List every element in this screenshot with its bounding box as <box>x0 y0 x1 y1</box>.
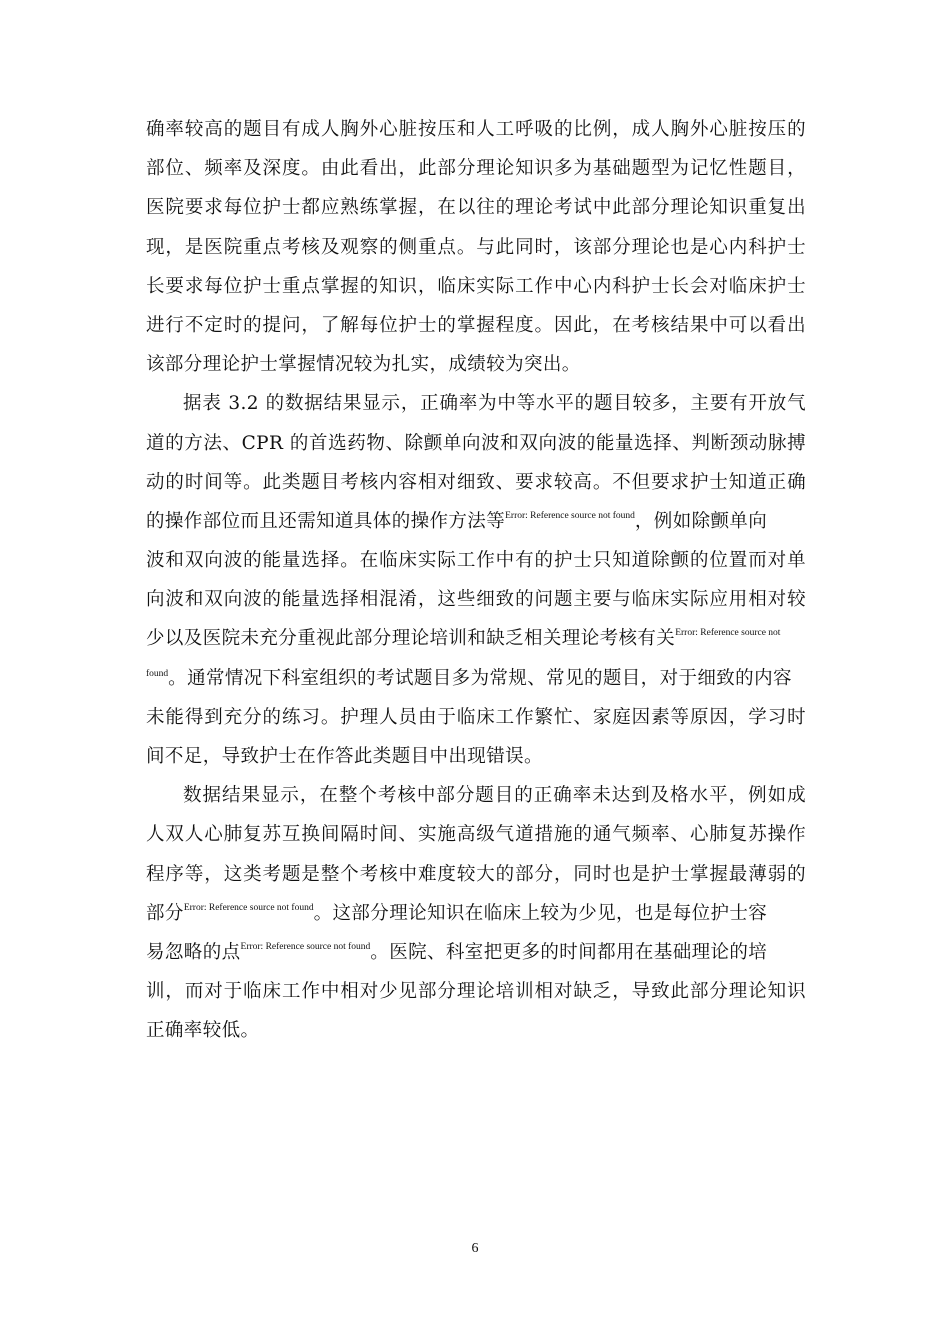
line-text: 的操作部位而且还需知道具体的操作方法等 <box>146 510 506 532</box>
text-line <box>146 894 806 933</box>
text-line: 长要求每位护士重点掌握的知识，临床实际工作中心内科护士长会对临床护士 <box>146 275 806 297</box>
reference-error-note: Error: Reference source not found <box>183 902 314 913</box>
text-line: 进行不定时的提问，了解每位护士的掌握程度。因此，在考核结果中可以看出 <box>146 314 806 336</box>
text-line: 间不足，导致护士在作答此类题目中出现错误。 <box>146 746 543 767</box>
body-text <box>146 110 806 1051</box>
reference-error-note: Error: Reference source not found <box>240 941 371 952</box>
reference-error-note: Error: Reference source not <box>675 628 781 639</box>
text-line: 医院要求每位护士都应熟练掌握，在以往的理论考试中此部分理论知识重复出 <box>146 197 806 219</box>
line-text: 。这部分理论知识在临床上较为少见，也是每位护士容 <box>313 902 768 924</box>
line-text: 。通常情况下科室组织的考试题目多为常规、常见的题目，对于细致的内容 <box>168 667 792 689</box>
text-line <box>146 502 806 541</box>
text-line: 波和双向波的能量选择。在临床实际工作中有的护士只知道除颤的位置而对单 <box>146 550 806 572</box>
reference-error-note: found <box>146 668 169 679</box>
text-line: 动的时间等。此类题目考核内容相对细致、要求较高。不但要求护士知道正确 <box>146 471 806 493</box>
text-line: 部位、频率及深度。由此看出，此部分理论知识多为基础题型为记忆性题目， <box>146 158 806 180</box>
line-text: 易忽略的点 <box>146 941 241 963</box>
text-line: 未能得到充分的练习。护理人员由于临床工作繁忙、家庭因素等原因，学习时 <box>146 706 806 728</box>
page-number: 6 <box>471 1241 479 1256</box>
text-line: 正确率较低。 <box>146 1020 260 1042</box>
text-line: 人双人心肺复苏互换间隔时间、实施高级气道措施的通气频率、心肺复苏操作 <box>146 824 806 846</box>
text-line: 该部分理论护士掌握情况较为扎实，成绩较为突出。 <box>146 354 581 376</box>
text-line <box>146 619 806 658</box>
text-line: 现，是医院重点考核及观察的侧重点。与此同时，该部分理论也是心内科护士 <box>146 236 806 258</box>
reference-error-note: Error: Reference source not found <box>505 510 635 521</box>
text-line <box>146 933 806 972</box>
text-line: 据表 3.2 的数据结果显示，正确率为中等水平的题目较多，主要有开放气 <box>183 393 806 415</box>
text-line: 程序等，这类考题是整个考核中难度较大的部分，同时也是护士掌握最薄弱的 <box>146 863 806 885</box>
text-line: 确率较高的题目有成人胸外心脏按压和人工呼吸的比例，成人胸外心脏按压的 <box>146 119 806 140</box>
text-line: 道的方法、CPR 的首选药物、除颤单向波和双向波的能量选择、判断颈动脉搏 <box>146 432 806 454</box>
line-text: 部分 <box>146 902 184 924</box>
text-line: 训，而对于临床工作中相对少见部分理论培训相对缺乏，导致此部分理论知识 <box>146 981 806 1003</box>
line-text: 。医院、科室把更多的时间都用在基础理论的培 <box>370 941 768 963</box>
line-text: 少以及医院未充分重视此部分理论培训和缺乏相关理论考核有关 <box>146 628 676 650</box>
text-line <box>146 659 806 698</box>
text-line: 向波和双向波的能量选择相混淆，这些细致的问题主要与临床实际应用相对较 <box>146 589 806 611</box>
text-line: 数据结果显示，在整个考核中部分题目的正确率未达到及格水平，例如成 <box>183 785 806 807</box>
line-text: ，例如除颤单向 <box>634 510 768 532</box>
